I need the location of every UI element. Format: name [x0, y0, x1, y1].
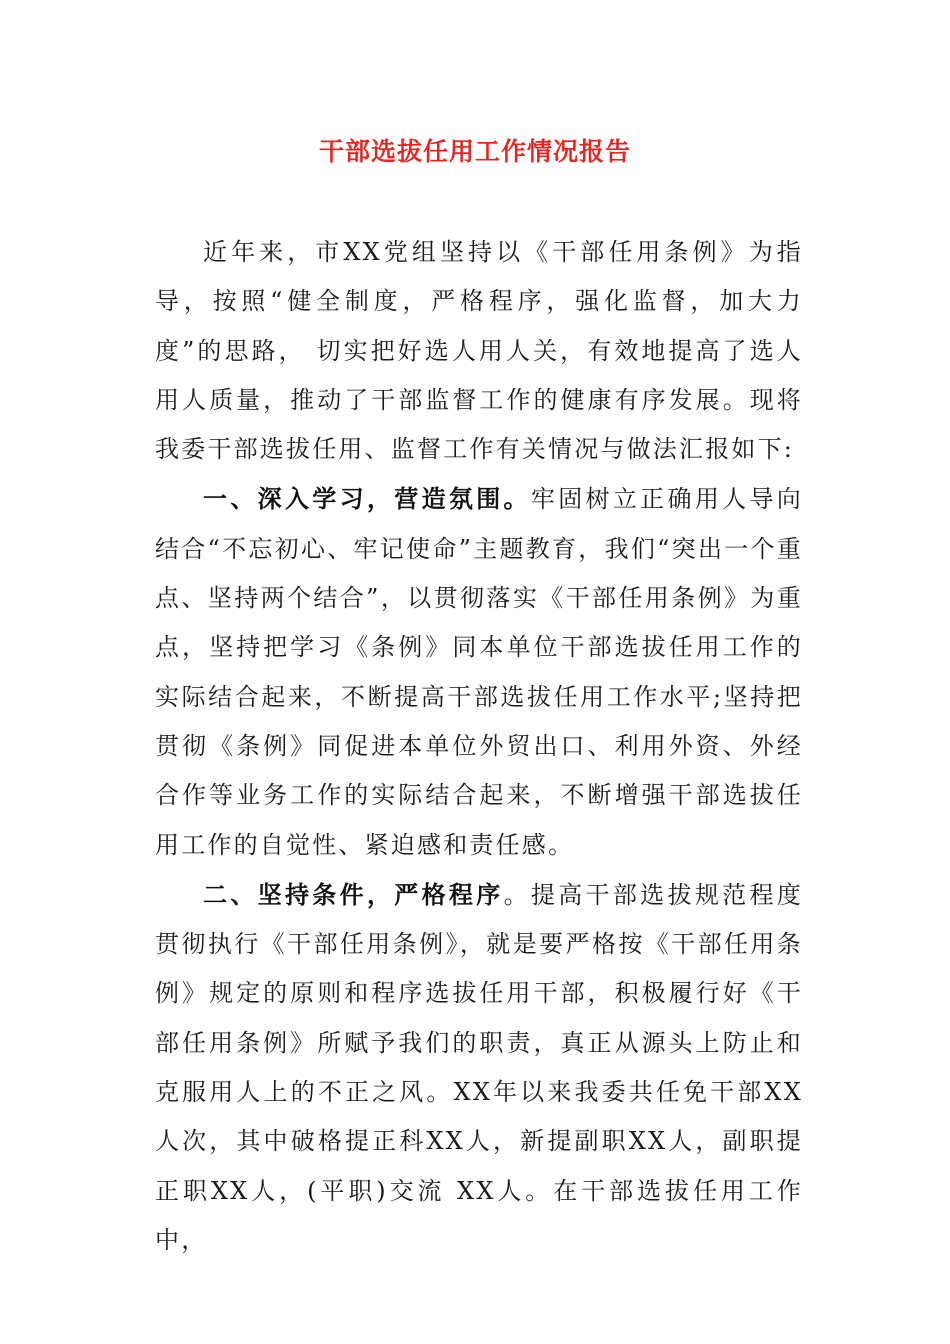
section-heading-2: 二、坚持条件，严格程序 [203, 879, 504, 909]
section-text-2: 。提高干部选拔规范程度贯彻执行《干部任用条例》，就是要严格按《干部任用条例》规定的原则和程序选拔任用干部，积极履行好《干部任用条例》所赋予我们的职责，真正从源头上防止和克服用人上的不正之风。XX年以来我委共任免干部XX人次，其中破格提正科XX人，新提副职XX人，副职提正职XX人，(平职)交流 XX人。在干部选拔任用工作中， [155, 880, 803, 1254]
document-title: 干部选拔任用工作情况报告 [318, 137, 631, 166]
section-paragraph-2 [155, 870, 803, 1265]
document-body [155, 228, 803, 1265]
intro-paragraph: 近年来，市XX党组坚持以《干部任用条例》为指导，按照“健全制度，严格程序，强化监督，加大力度”的思路， 切实把好选人用人关，有效地提高了选人用人质量，推动了干部监督工作的健康有序发展。现将我委干部选拔任用、监督工作有关情况与做法汇报如下: [155, 238, 803, 464]
section-text-1: 牢固树立正确用人导向结合“不忘初心、牢记使命”主题教育，我们“突出一个重点、坚持两个结合”，以贯彻落实《干部任用条例》为重点，坚持把学习《条例》同本单位干部选拔任用工作的实际结合起来，不断提高干部选拔任用工作水平;坚持把贯彻《条例》同促进本单位外贸出口、利用外资、外经合作等业务工作的实际结合起来，不断增强干部选拔任用工作的自觉性、紧迫感和责任感。 [155, 485, 804, 859]
section-paragraph-1 [155, 474, 803, 869]
section-heading-1: 一、深入学习，营造氛围。 [203, 484, 531, 514]
